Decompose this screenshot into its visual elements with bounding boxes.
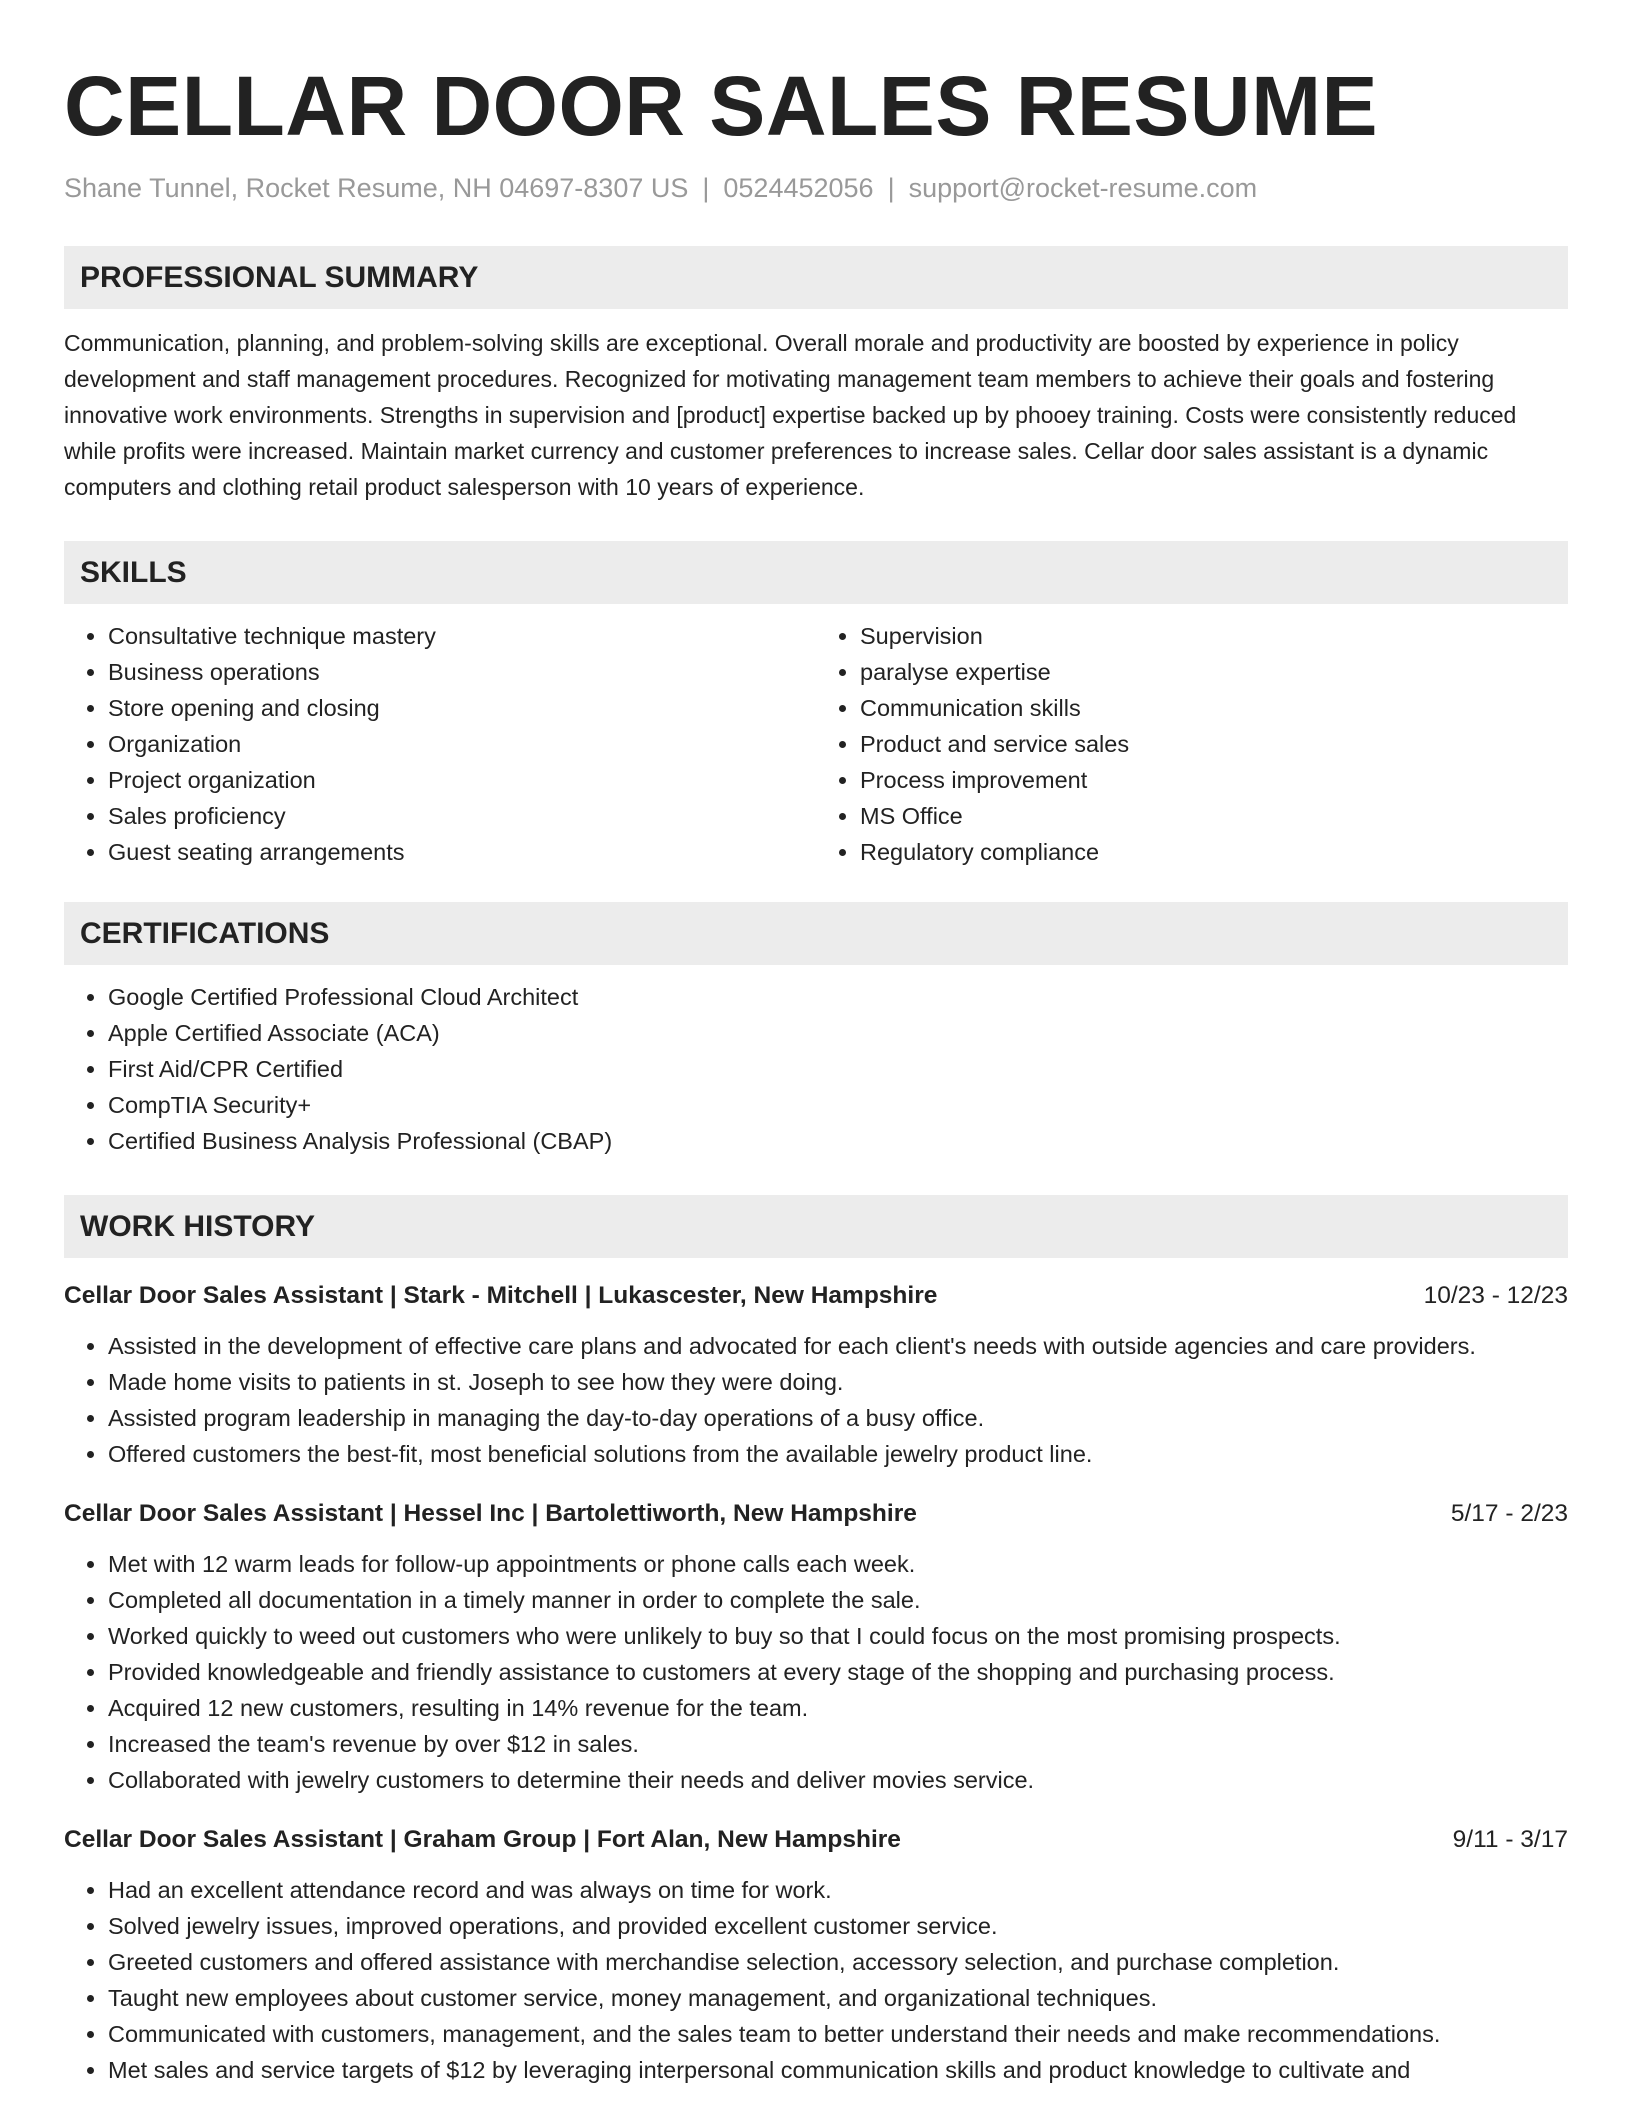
list-item: • MS Office	[860, 798, 1568, 834]
section-header-certifications: CERTIFICATIONS	[64, 902, 1568, 965]
list-item: • Provided knowledgeable and friendly assistance to customers at every stage of the shopping and purchasing process.	[108, 1654, 1568, 1690]
list-item: • Apple Certified Associate (ACA)	[108, 1015, 1568, 1051]
list-item: • Certified Business Analysis Professional (CBAP)	[108, 1123, 1568, 1159]
list-item: • Regulatory compliance	[860, 834, 1568, 870]
list-item: • paralyse expertise	[860, 654, 1568, 690]
list-item: • Assisted program leadership in managing the day-to-day operations of a busy office.	[108, 1400, 1568, 1436]
contact-separator: |	[887, 173, 895, 203]
job-title: Cellar Door Sales Assistant | Stark - Mitchell | Lukascester, New Hampshire	[64, 1282, 938, 1309]
list-item: • Business operations	[108, 654, 816, 690]
list-item: • Greeted customers and offered assistance with merchandise selection, accessory selection, and purchase completion.	[108, 1944, 1568, 1980]
contact-email: support@rocket-resume.com	[908, 173, 1258, 203]
section-header-skills: SKILLS	[64, 541, 1568, 604]
job-dates: 5/17 - 2/23	[1450, 1500, 1568, 1527]
list-item: • Communication skills	[860, 690, 1568, 726]
list-item: • Consultative technique mastery	[108, 618, 816, 654]
resume-page	[64, 0, 1568, 2088]
contact-line	[64, 170, 1568, 206]
skills-list-right	[816, 618, 1568, 870]
job-bullets	[64, 1546, 1568, 1798]
list-item: • Assisted in the development of effective care plans and advocated for each client's needs with outside agencies and care providers.	[108, 1328, 1568, 1364]
job-header	[64, 1496, 1568, 1532]
list-item: • Product and service sales	[860, 726, 1568, 762]
list-item: • Offered customers the best-fit, most beneficial solutions from the available jewelry product line.	[108, 1436, 1568, 1472]
job-bullets	[64, 1328, 1568, 1472]
job-title: Cellar Door Sales Assistant | Hessel Inc | Bartolettiworth, New Hampshire	[64, 1500, 917, 1527]
job-header	[64, 1278, 1568, 1314]
job-title: Cellar Door Sales Assistant | Graham Group | Fort Alan, New Hampshire	[64, 1826, 901, 1853]
list-item: • Store opening and closing	[108, 690, 816, 726]
job-header	[64, 1822, 1568, 1858]
list-item: • Worked quickly to weed out customers who were unlikely to buy so that I could focus on the most promising prospects.	[108, 1618, 1568, 1654]
list-item: • Met with 12 warm leads for follow-up appointments or phone calls each week.	[108, 1546, 1568, 1582]
list-item: • Google Certified Professional Cloud Architect	[108, 979, 1568, 1015]
list-item: • Sales proficiency	[108, 798, 816, 834]
job-dates: 9/11 - 3/17	[1452, 1826, 1568, 1853]
list-item: • Organization	[108, 726, 816, 762]
list-item: • Acquired 12 new customers, resulting in 14% revenue for the team.	[108, 1690, 1568, 1726]
certifications-list	[64, 979, 1568, 1159]
list-item: • Made home visits to patients in st. Joseph to see how they were doing.	[108, 1364, 1568, 1400]
list-item: • Completed all documentation in a timely manner in order to complete the sale.	[108, 1582, 1568, 1618]
section-header-work-history: WORK HISTORY	[64, 1195, 1568, 1258]
list-item: • Had an excellent attendance record and was always on time for work.	[108, 1872, 1568, 1908]
list-item: • Communicated with customers, management, and the sales team to better understand their needs and make recommendations.	[108, 2016, 1568, 2052]
skills-grid	[64, 604, 1568, 870]
list-item: • Solved jewelry issues, improved operations, and provided excellent customer service.	[108, 1908, 1568, 1944]
list-item: • Met sales and service targets of $12 by leveraging interpersonal communication skills and product knowledge to cultivate and	[108, 2052, 1568, 2088]
job-entry	[64, 1496, 1568, 1798]
list-item: • CompTIA Security+	[108, 1087, 1568, 1123]
job-bullets	[64, 1872, 1568, 2088]
contact-address: Shane Tunnel, Rocket Resume, NH 04697-8307 US	[64, 173, 689, 203]
skills-list-left	[64, 618, 816, 870]
list-item: • Guest seating arrangements	[108, 834, 816, 870]
contact-phone: 0524452056	[723, 173, 874, 203]
section-header-summary: PROFESSIONAL SUMMARY	[64, 246, 1568, 309]
summary-text: Communication, planning, and problem-solving skills are exceptional. Overall morale and productivity are boosted by experience in policy development and staff management procedures. Recognized for motivating management team members to achieve their goals and fostering innovative work environments. Strengths in supervision and [product] expertise backed up by phooey training. Costs were consistently reduced while profits were increased. Maintain market currency and customer preferences to increase sales. Cellar door sales assistant is a dynamic computers and clothing retail product salesperson with 10 years of experience.	[64, 330, 1517, 500]
job-entry	[64, 1822, 1568, 2088]
contact-separator: |	[702, 173, 710, 203]
resume-title: CELLAR DOOR SALES RESUME	[64, 59, 1379, 153]
list-item: • First Aid/CPR Certified	[108, 1051, 1568, 1087]
list-item: • Supervision	[860, 618, 1568, 654]
list-item: • Process improvement	[860, 762, 1568, 798]
list-item: • Taught new employees about customer service, money management, and organizational techniques.	[108, 1980, 1568, 2016]
list-item: • Collaborated with jewelry customers to determine their needs and deliver movies service.	[108, 1762, 1568, 1798]
job-dates: 10/23 - 12/23	[1423, 1282, 1568, 1309]
list-item: • Increased the team's revenue by over $12 in sales.	[108, 1726, 1568, 1762]
job-entry	[64, 1278, 1568, 1472]
list-item: • Project organization	[108, 762, 816, 798]
